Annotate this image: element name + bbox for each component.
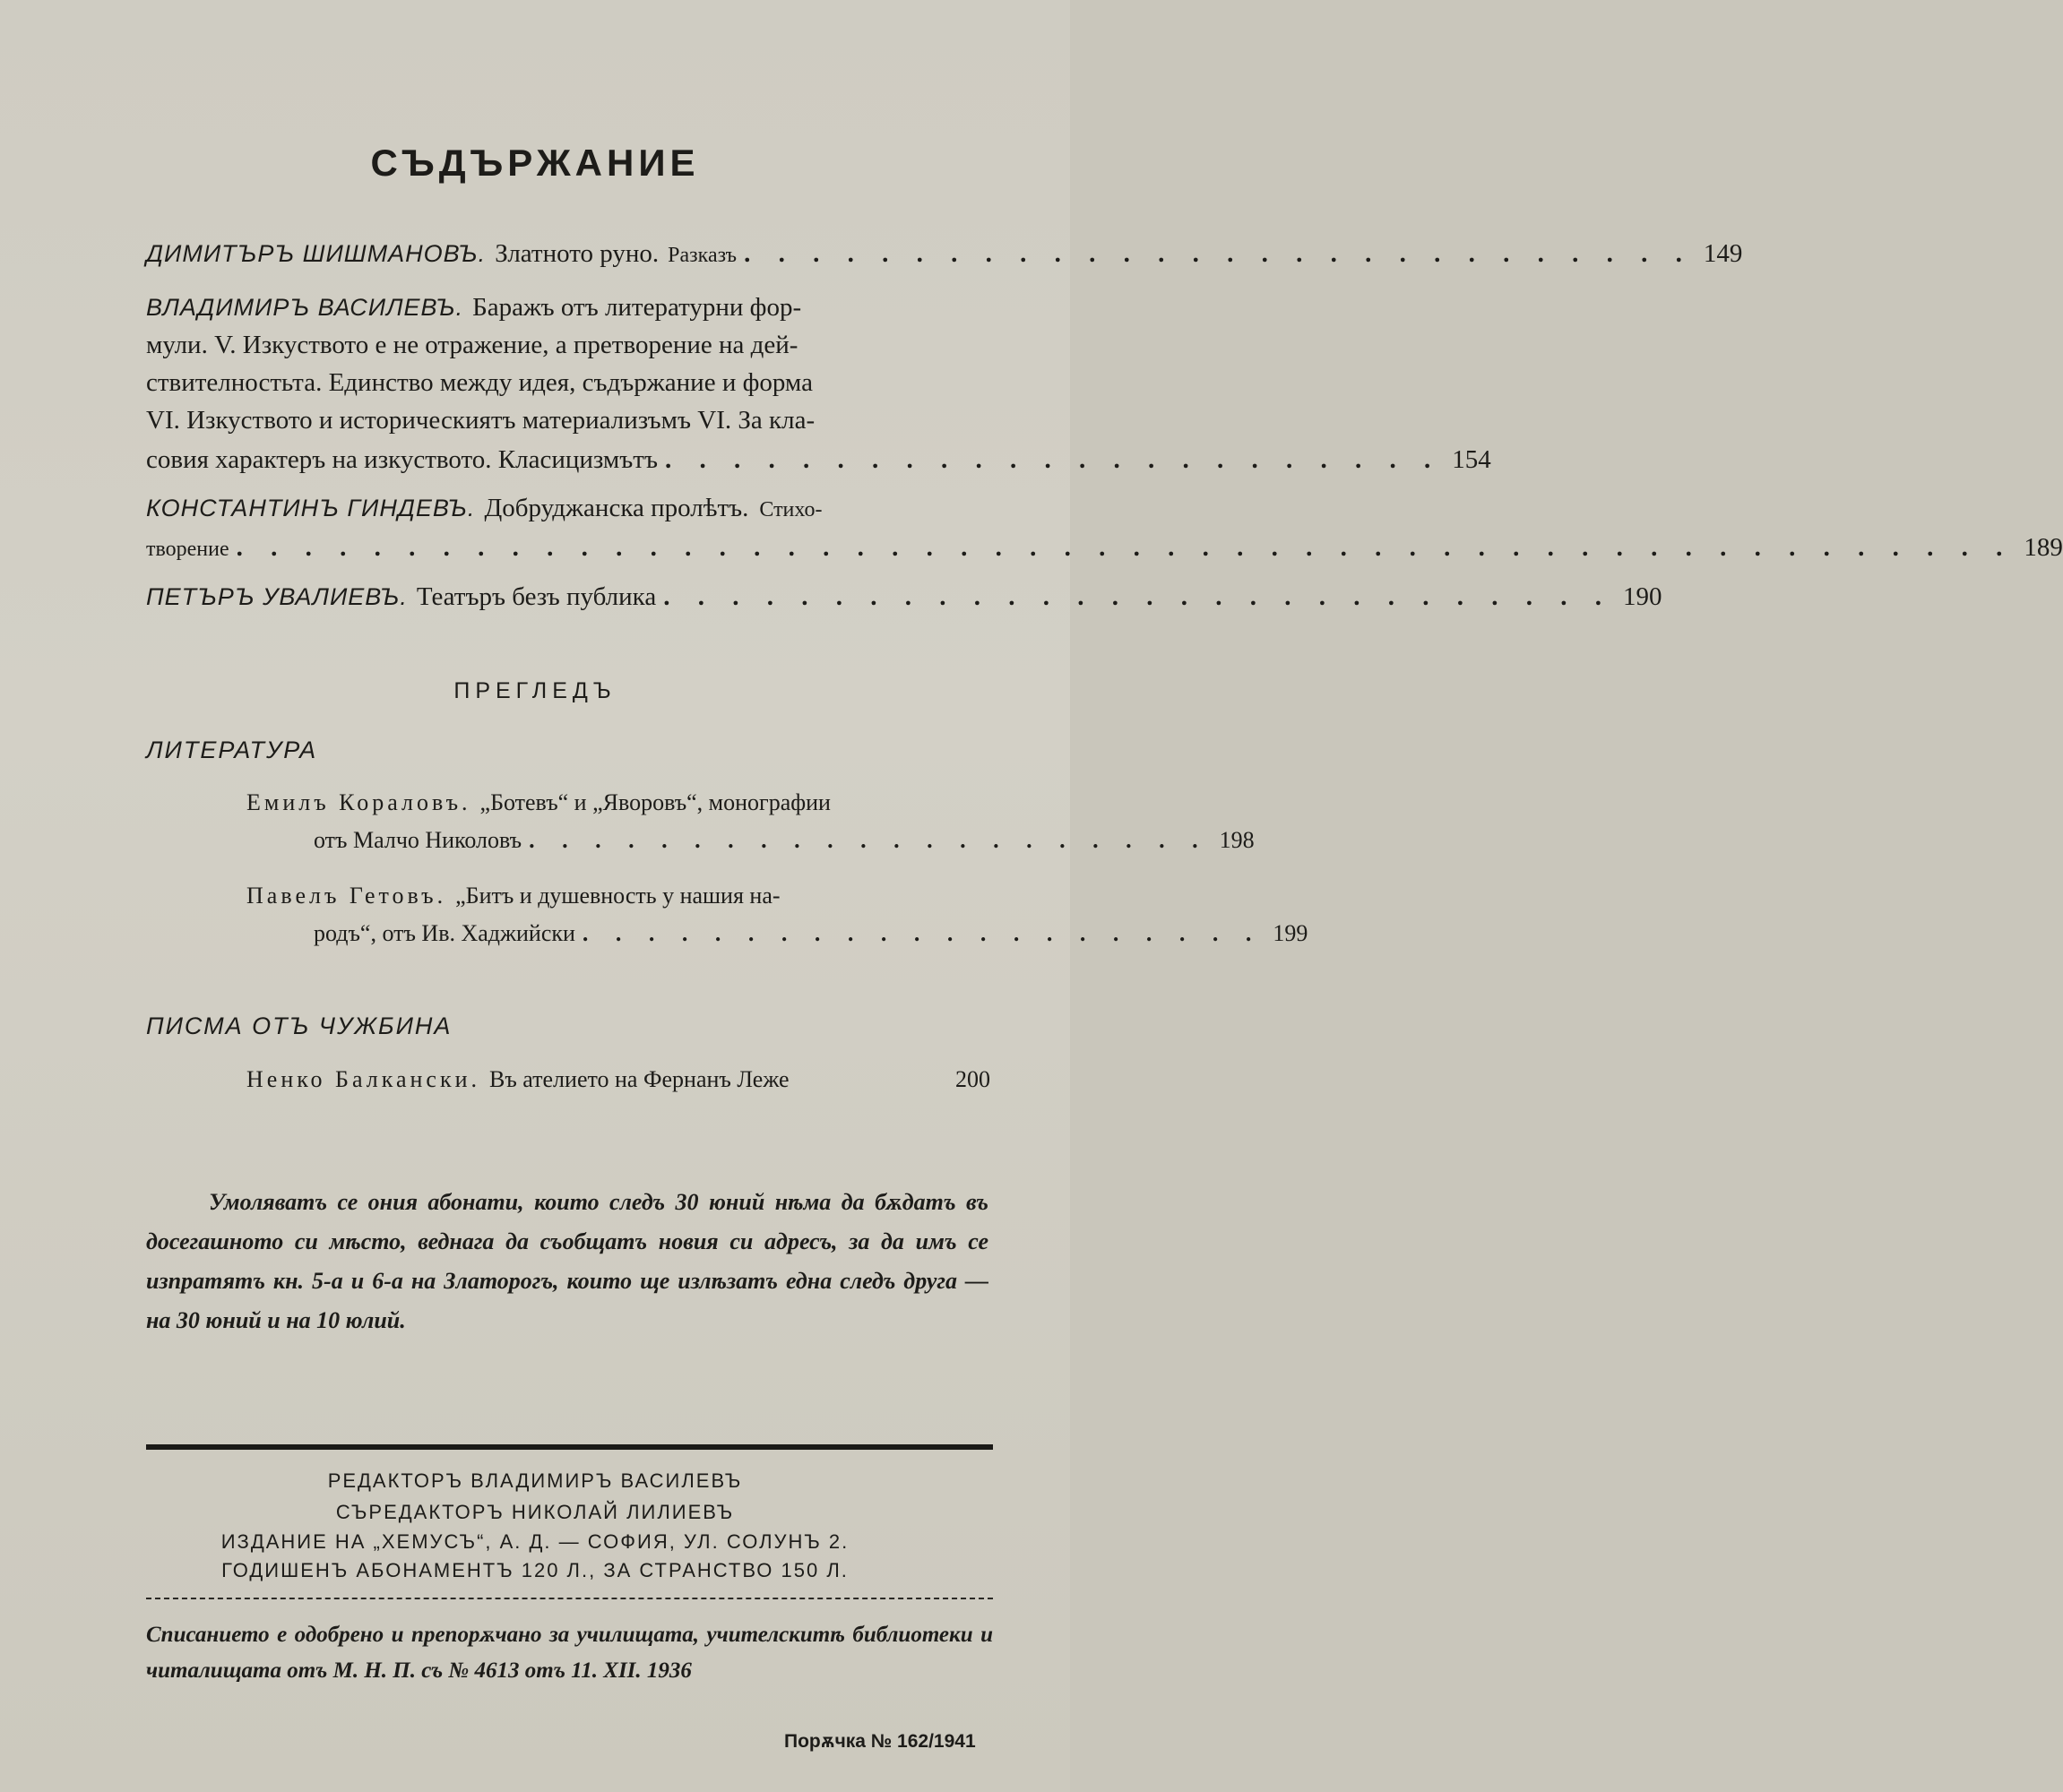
toc-line xyxy=(146,531,2063,565)
review-author: Емилъ Кораловъ. xyxy=(246,789,471,815)
review-line xyxy=(246,1064,990,1096)
toc-page-number: 190 xyxy=(1622,582,1662,611)
subscriber-notice xyxy=(146,1183,988,1340)
review-reviewer: родъ“, отъ Ив. Хаджийски xyxy=(314,920,575,946)
toc-author: КОНСТАНТИНЪ ГИНДЕВЪ. xyxy=(146,495,476,521)
review-page-number: 199 xyxy=(1273,920,1308,946)
review-heading: ПРЕГЛЕДЪ xyxy=(453,678,617,703)
letters-heading: ПИСМА ОТЪ ЧУЖБИНА xyxy=(146,1012,453,1039)
toc-page-number: 149 xyxy=(1703,239,1743,268)
toc-work-title: Баражъ отъ литературни фор- xyxy=(472,293,802,322)
toc-line xyxy=(146,492,984,526)
order-number: Порѫчка № 162/1941 xyxy=(784,1731,976,1752)
review-line xyxy=(314,918,1308,950)
toc-work-title: Театъръ безъ публика xyxy=(416,582,657,611)
toc-work-title: Добруджанска пролѣтъ. xyxy=(484,494,749,522)
divider xyxy=(146,1444,993,1450)
imprint-subscription: ГОДИШЕНЪ АБОНАМЕНТЪ 120 Л., ЗА СТРАНСТВО 150 Л. xyxy=(221,1559,849,1581)
toc-work-genre: Стихо- xyxy=(759,498,823,521)
toc-line xyxy=(146,444,1491,476)
imprint-editor: РЕДАКТОРЪ ВЛАДИМИРЪ ВАСИЛЕВЪ xyxy=(327,1469,743,1492)
toc-text: ствителностьта. Единство между идея, съдържание и форма xyxy=(146,368,813,397)
review-page-number: 200 xyxy=(955,1066,990,1092)
page-title: СЪДЪРЖАНИЕ xyxy=(370,142,700,184)
review-author: Павелъ Гетовъ. xyxy=(246,883,447,909)
review-title: Въ ателието на Фернанъ Леже xyxy=(489,1066,790,1092)
review-reviewer: отъ Малчо Николовъ xyxy=(314,827,522,853)
leader-dots: . . . . . . . . . . . . . . . . . . . . . . . xyxy=(664,445,1442,474)
toc-line xyxy=(146,291,984,323)
toc-line xyxy=(146,329,935,361)
toc-author: ДИМИТЪРЪ ШИШМАНОВЪ. xyxy=(146,240,487,267)
review-author: Ненко Балкански. xyxy=(246,1066,480,1092)
toc-author: ВЛАДИМИРЪ ВАСИЛЕВЪ. xyxy=(146,294,464,321)
toc-work-title: Златното руно. xyxy=(495,239,660,268)
toc-author: ПЕТЪРЪ УВАЛИЕВЪ. xyxy=(146,583,408,610)
toc-line xyxy=(146,404,935,436)
leader-dots: . . . . . . . . . . . . . . . . . . . . . . . . . . . . xyxy=(663,582,1612,611)
divider xyxy=(146,1598,993,1599)
toc-page-number: 189 xyxy=(2024,533,2063,562)
review-line xyxy=(246,880,963,912)
toc-page-number: 154 xyxy=(1452,445,1491,474)
toc-line xyxy=(146,237,1743,271)
toc-text: мули. V. Изкуството е не отражение, а претворение на дей- xyxy=(146,331,798,359)
leader-dots: . . . . . . . . . . . . . . . . . . . . . . . . . . . . xyxy=(744,239,1693,268)
leader-dots: . . . . . . . . . . . . . . . . . . . . . xyxy=(582,920,1263,946)
review-title: „Битъ и душевность у нашия на- xyxy=(455,883,781,909)
review-line xyxy=(246,787,963,819)
toc-work-genre: Разказъ xyxy=(668,244,738,267)
review-title: „Ботевъ“ и „Яворовъ“, монографии xyxy=(479,789,831,815)
toc-work-genre: творение xyxy=(146,538,229,561)
review-line xyxy=(314,824,1255,857)
approval-note: Списанието е одобрено и препорѫчано за училищата, учителскитѣ библиотеки и читалищата отъ М. Н. П. съ № 4613 отъ 11. XII. 1936 xyxy=(146,1623,993,1683)
toc-line xyxy=(146,581,1662,613)
leader-dots: . . . . . . . . . . . . . . . . . . . . . . . . . . . . . . . . . . . . . . . . . . . . . . . . . . . . xyxy=(236,533,2014,562)
toc-text: совия характеръ на изкуството. Класицизмътъ xyxy=(146,445,658,474)
leader-dots: . . . . . . . . . . . . . . . . . . . . . xyxy=(529,827,1209,853)
toc-line xyxy=(146,366,935,399)
notice-text: Умоляватъ се ония абонати, които следъ 30 юний нѣма да бѫдатъ въ досегашното си мѣсто, веднага да съобщатъ новия си адресъ, за да имъ се изпратятъ кн. 5-а и 6-а на Златорогъ, които ще излѣзатъ една следъ друга — на 30 юний и на 10 юлий. xyxy=(146,1189,988,1333)
toc-text: VI. Изкуството и историческиятъ материализъмъ VI. За кла- xyxy=(146,406,816,435)
review-page-number: 198 xyxy=(1219,827,1255,853)
imprint-publisher: ИЗДАНИЕ НА „ХЕМУСЪ“, А. Д. — СОФИЯ, УЛ. СОЛУНЪ 2. xyxy=(220,1530,850,1553)
literature-heading: ЛИТЕРАТУРА xyxy=(146,737,318,763)
imprint-coeditor: СЪРЕДАКТОРЪ НИКОЛАЙ ЛИЛИЕВЪ xyxy=(335,1501,735,1523)
